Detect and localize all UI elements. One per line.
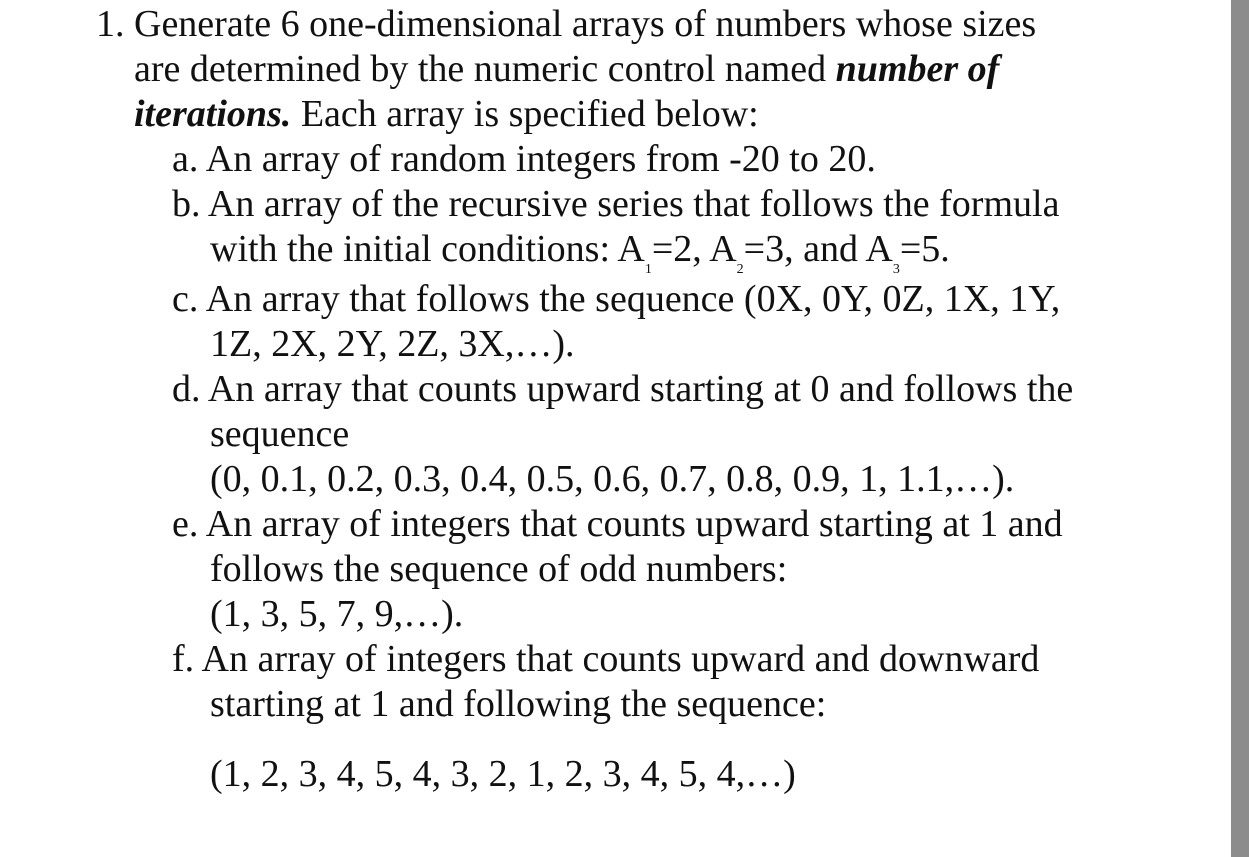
item-d-line-1	[172, 367, 1073, 412]
item-f-line-2	[210, 682, 826, 727]
item-b-text: =3, and A	[743, 228, 893, 270]
item-f-text: f. An array of integers that counts upward and downward	[172, 638, 1040, 680]
subscript: 1	[644, 262, 652, 277]
control-name-emphasis: iterations.	[134, 93, 292, 135]
item-a-line-1	[172, 137, 876, 182]
problem-intro-text: are determined by the numeric control named	[134, 48, 836, 90]
item-f-text: (1, 2, 3, 4, 5, 4, 3, 2, 1, 2, 3, 4, 5, 4,…)	[210, 753, 796, 795]
subscript: 2	[736, 262, 744, 277]
control-name-emphasis: number of	[835, 48, 1000, 90]
item-d-line-3	[210, 457, 1014, 502]
item-c-line-2	[210, 322, 575, 367]
item-c-text: 1Z, 2X, 2Y, 2Z, 3X,…).	[210, 323, 575, 365]
item-a-text: a. An array of random integers from -20 to 20.	[172, 138, 876, 180]
item-b-text: with the initial conditions: A	[210, 228, 645, 270]
item-d-text: d. An array that counts upward starting at 0 and follows the	[172, 368, 1074, 410]
item-b-text: =2, A	[651, 228, 737, 270]
item-e-line-1	[172, 502, 1063, 547]
item-b-text: =5.	[899, 228, 950, 270]
item-e-line-3	[210, 592, 463, 637]
item-f-text: starting at 1 and following the sequence:	[210, 683, 827, 725]
item-b-line-2	[210, 227, 950, 280]
problem-number: 1.	[96, 3, 125, 45]
item-d-line-2	[210, 412, 349, 457]
item-e-text: follows the sequence of odd numbers:	[210, 548, 788, 590]
problem-intro-text: Generate 6 one-dimensional arrays of numbers whose sizes	[134, 3, 1037, 45]
item-e-text: e. An array of integers that counts upward starting at 1 and	[172, 503, 1063, 545]
item-f-line-3	[210, 752, 796, 797]
problem-intro-text: Each array is specified below:	[291, 93, 759, 135]
problem-line-2	[134, 47, 999, 92]
problem-line-3	[134, 92, 759, 137]
item-e-line-2	[210, 547, 787, 592]
item-f-line-1	[172, 637, 1039, 682]
item-c-text: c. An array that follows the sequence (0X, 0Y, 0Z, 1X, 1Y,	[172, 278, 1061, 320]
item-d-text: sequence	[210, 413, 350, 455]
problem-line-1	[96, 2, 1036, 47]
window-edge-scrollbar[interactable]	[1231, 0, 1249, 857]
item-c-line-1	[172, 277, 1060, 322]
item-d-text: (0, 0.1, 0.2, 0.3, 0.4, 0.5, 0.6, 0.7, 0.8, 0.9, 1, 1.1,…).	[210, 458, 1015, 500]
item-e-text: (1, 3, 5, 7, 9,…).	[210, 593, 464, 635]
item-b-line-1	[172, 182, 1059, 227]
item-b-text: b. An array of the recursive series that follows the formula	[172, 183, 1060, 225]
subscript: 3	[892, 262, 900, 277]
